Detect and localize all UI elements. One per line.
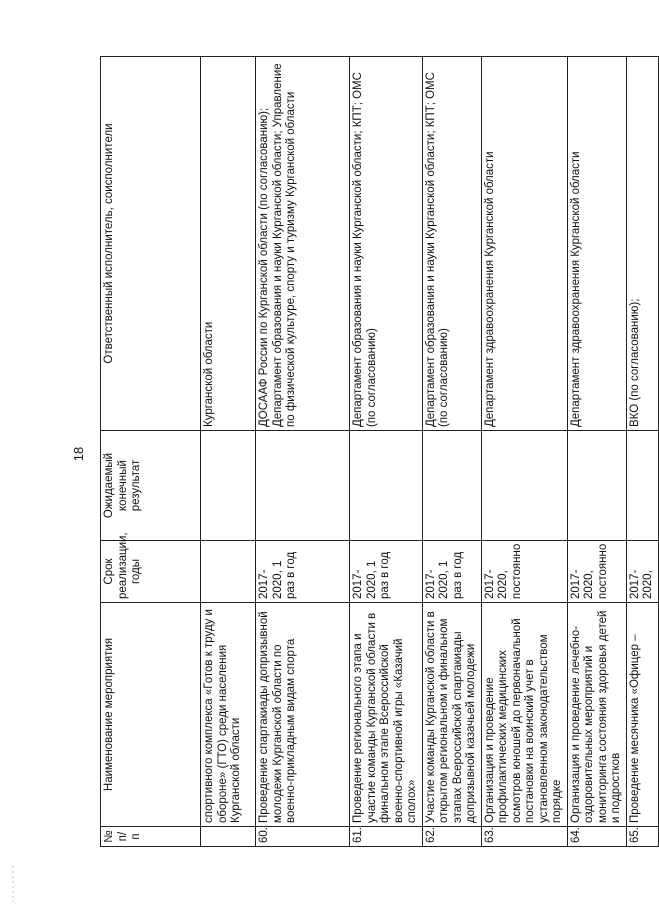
cell-name: Проведение месячника «Офицер – xyxy=(626,603,658,827)
cell-result xyxy=(481,431,567,541)
cell-term: 2017-2020, постоянно xyxy=(567,541,626,603)
cell-num: 64. xyxy=(567,827,626,847)
cell-result xyxy=(201,431,256,541)
cell-name: Участие команды Курганской области в открытом региональном и финальном этапах Всероссийской спартакиады допризывной казачьей молодежи xyxy=(422,603,481,827)
header-num: № п/п xyxy=(101,827,201,847)
cell-result xyxy=(626,431,658,541)
table-row xyxy=(481,57,567,847)
events-table xyxy=(100,56,659,847)
cell-result xyxy=(256,431,350,541)
cell-term: 2017-2020, 1 раз в год xyxy=(256,541,350,603)
cell-term: 2017-2020, xyxy=(626,541,658,603)
cell-result xyxy=(350,431,423,541)
header-term: Срок реализации, годы xyxy=(101,541,201,603)
cell-num xyxy=(201,827,256,847)
cell-name: Проведение спартакиады допризывной молодежи Курганской области по военно-прикладным видам спорта xyxy=(256,603,350,827)
table-header-row xyxy=(101,57,201,847)
cell-term: 2017-2020, постоянно xyxy=(481,541,567,603)
header-responsible: Ответственный исполнитель, соисполнители xyxy=(101,57,201,431)
cell-term: 2017-2020, 1 раз в год xyxy=(422,541,481,603)
cell-name: спортивного комплекса «Готов к труду и обороне» (ГТО) среди населения Курганской области xyxy=(201,603,256,827)
cell-name: Проведение регионального этапа и участие команды Курганской области в финальном этапе Всероссийской военно-спортивной игры «Казачий сполох» xyxy=(350,603,423,827)
cell-num: 60. xyxy=(256,827,350,847)
header-result: Ожидаемый конечный результат xyxy=(101,431,201,541)
cell-responsible: Департамент здравоохранения Курганской области xyxy=(481,57,567,431)
cell-num: 61. xyxy=(350,827,423,847)
table-row xyxy=(567,57,626,847)
cell-result xyxy=(422,431,481,541)
table-row xyxy=(350,57,423,847)
rotated-table-area xyxy=(100,57,654,847)
cell-responsible: ВКО (по согласованию); xyxy=(626,57,658,431)
scan-artifact xyxy=(12,866,14,902)
cell-name: Организация и проведение профилактических медицинских осмотров юношей до первоначальной постановки на воинский учет в установленном законодательством порядке xyxy=(481,603,567,827)
cell-responsible: ДОСААФ России по Курганской области (по согласованию); Департамент образования и науки Курганской области; Управление по физической культуре, спорту и туризму Курганской области xyxy=(256,57,350,431)
cell-num: 62. xyxy=(422,827,481,847)
cell-responsible: Департамент здравоохранения Курганской области xyxy=(567,57,626,431)
cell-name: Организация и проведение лечебно-оздоровительных мероприятий и мониторинга состояния здоровья детей и подростков xyxy=(567,603,626,827)
header-name: Наименование мероприятия xyxy=(101,603,201,827)
table-row xyxy=(201,57,256,847)
table-row xyxy=(626,57,658,847)
table-row xyxy=(422,57,481,847)
cell-responsible: Департамент образования и науки Курганской области; КПТ; ОМС (по согласованию) xyxy=(350,57,423,431)
cell-num: 65. xyxy=(626,827,658,847)
cell-term: 2017-2020, 1 раз в год xyxy=(350,541,423,603)
cell-result xyxy=(567,431,626,541)
cell-responsible: Курганской области xyxy=(201,57,256,431)
page-number: 18 xyxy=(71,446,86,462)
cell-responsible: Департамент образования и науки Курганской области; КПТ; ОМС (по согласованию) xyxy=(422,57,481,431)
cell-term xyxy=(201,541,256,603)
table-row xyxy=(256,57,350,847)
cell-num: 63. xyxy=(481,827,567,847)
